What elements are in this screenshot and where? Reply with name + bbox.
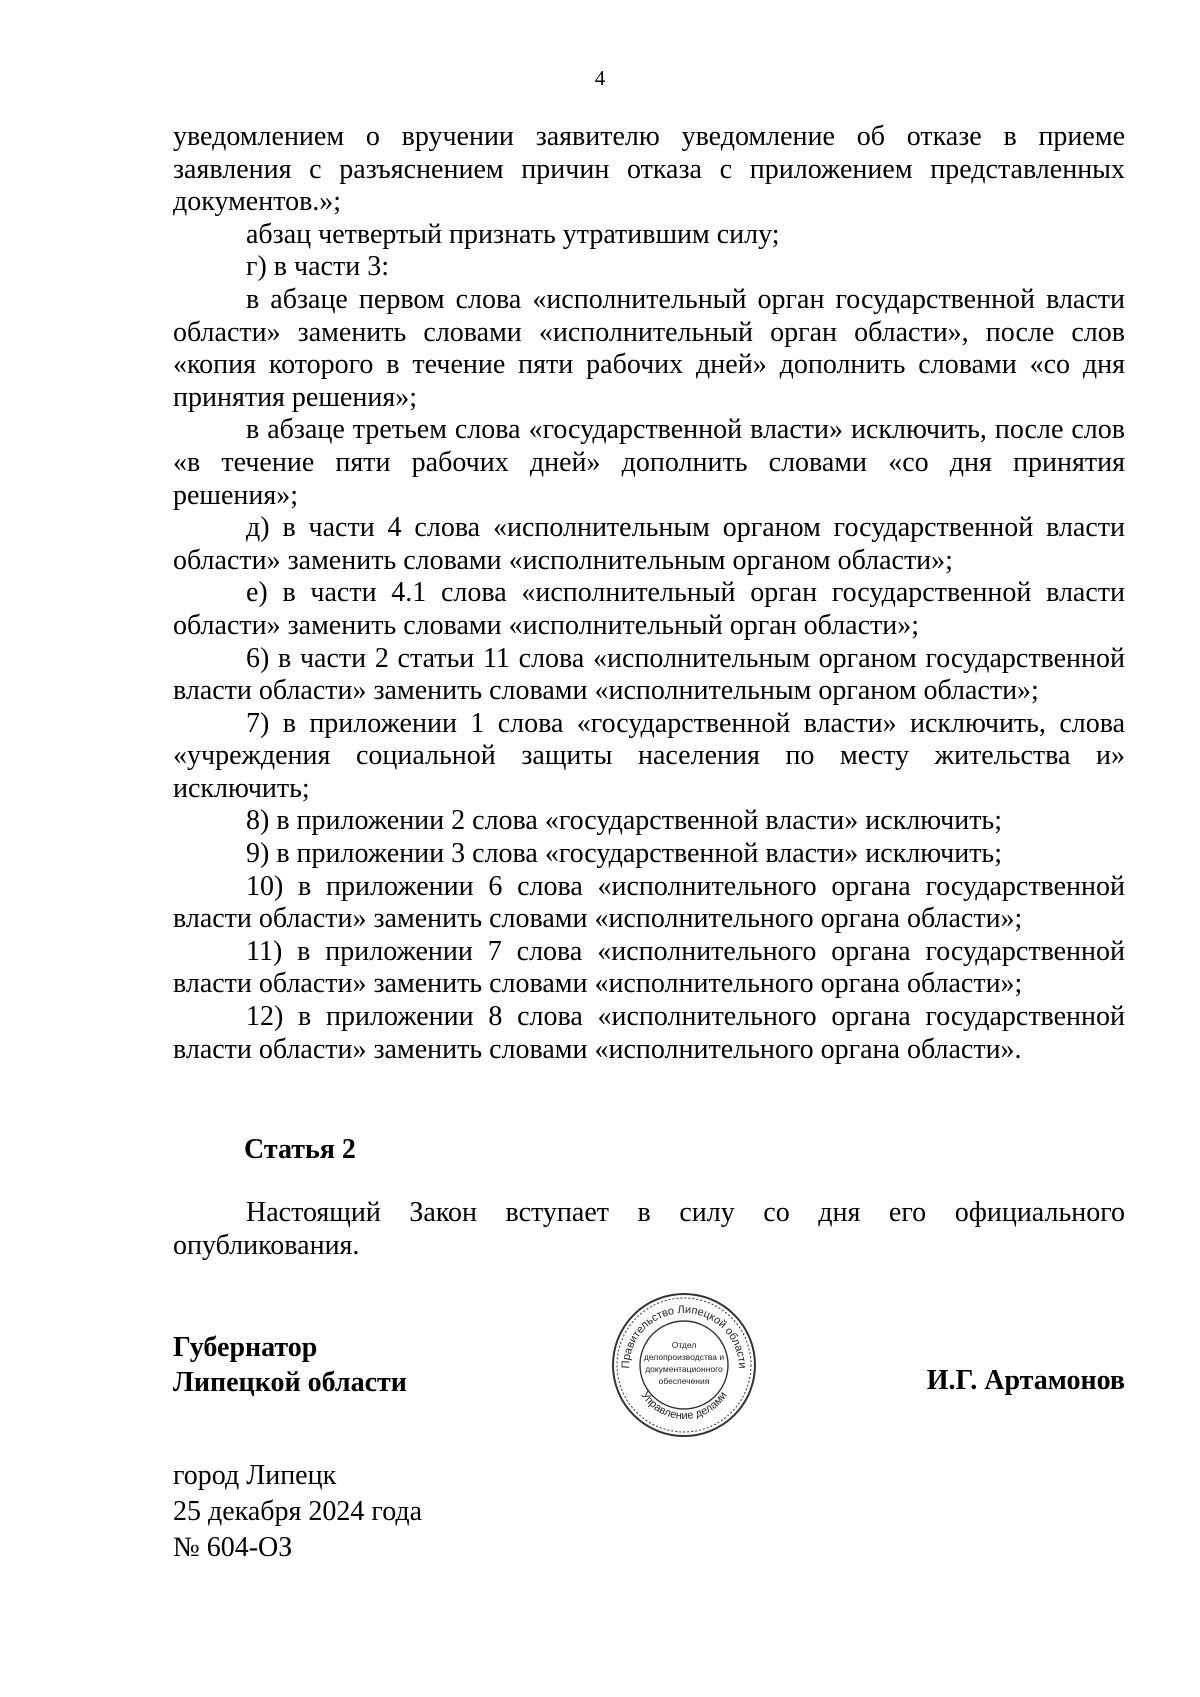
paragraph: абзац четвертый признать утратившим силу; bbox=[246, 218, 780, 250]
document-footer bbox=[173, 1458, 422, 1566]
paragraph: уведомлением о вручении заявителю уведомление об отказе в приеме заявления с разъяснением причин отказа с приложением представленных документов.»; bbox=[173, 121, 1125, 218]
footer-city: город Липецк bbox=[173, 1460, 337, 1491]
page-number: 4 bbox=[594, 66, 606, 90]
paragraph: в абзаце первом слова «исполнительный орган государственной власти области» заменить словами «исполнительный орган области», после слов «копия которого в течение пяти рабочих дней» дополнить словами «со дня принятия решения»; bbox=[173, 283, 1125, 413]
article-heading: Статья 2 bbox=[244, 1134, 356, 1165]
stamp-center-line: делопроизводства и bbox=[643, 1352, 725, 1362]
paragraph: г) в части 3: bbox=[246, 251, 389, 283]
paragraph: 7) в приложении 1 слова «государственной власти» исключить, слова «учреждения социальной защиты населения по месту жительства и» исключить; bbox=[173, 707, 1125, 804]
stamp-center-line: документационного bbox=[645, 1364, 723, 1374]
body-text bbox=[173, 121, 1125, 1066]
paragraph: 6) в части 2 статьи 11 слова «исполнительным органом государственной власти области» заменить словами «исполнительным органом области»; bbox=[173, 642, 1125, 707]
stamp-outer-text: Правительство Липецкой области bbox=[619, 1303, 749, 1369]
stamp-center-line: обеспечения bbox=[658, 1376, 710, 1386]
footer-date: 25 декабря 2024 года bbox=[173, 1496, 423, 1527]
paragraph: 9) в приложении 3 слова «государственной власти» исключить; bbox=[246, 838, 1002, 870]
signature-name: И.Г. Артамонов bbox=[926, 1365, 1125, 1396]
article-text: Настоящий Закон вступает в силу со дня его официального опубликования. bbox=[173, 1197, 1125, 1261]
stamp-center-line: Отдел bbox=[671, 1340, 697, 1350]
paragraph: 11) в приложении 7 слова «исполнительного органа государственной власти области» заменить словами «исполнительного органа области»; bbox=[173, 935, 1125, 1000]
paragraph: д) в части 4 слова «исполнительным органом государственной власти области» заменить словами «исполнительным органом области»; bbox=[173, 512, 1125, 576]
signature-title-line: Липецкой области bbox=[173, 1367, 407, 1398]
paragraph: в абзаце третьем слова «государственной власти» исключить, после слов «в течение пяти рабочих дней» дополнить словами «со дня принятия решения»; bbox=[173, 414, 1125, 511]
official-stamp bbox=[609, 1290, 759, 1440]
paragraph: 12) в приложении 8 слова «исполнительного органа государственной власти области» заменить словами «исполнительного органа области». bbox=[173, 1001, 1125, 1065]
signature-title bbox=[173, 1330, 407, 1400]
paragraph: е) в части 4.1 слова «исполнительный орган государственной власти области» заменить словами «исполнительный орган области»; bbox=[173, 577, 1125, 641]
paragraph: 8) в приложении 2 слова «государственной власти» исключить; bbox=[246, 805, 1002, 837]
paragraph: 10) в приложении 6 слова «исполнительного органа государственной власти области» заменить словами «исполнительного органа области»; bbox=[173, 870, 1125, 935]
footer-number: № 604-ОЗ bbox=[173, 1532, 293, 1563]
stamp-bottom-text: Управление делами bbox=[638, 1389, 730, 1422]
signature-title-line: Губернатор bbox=[173, 1332, 318, 1363]
